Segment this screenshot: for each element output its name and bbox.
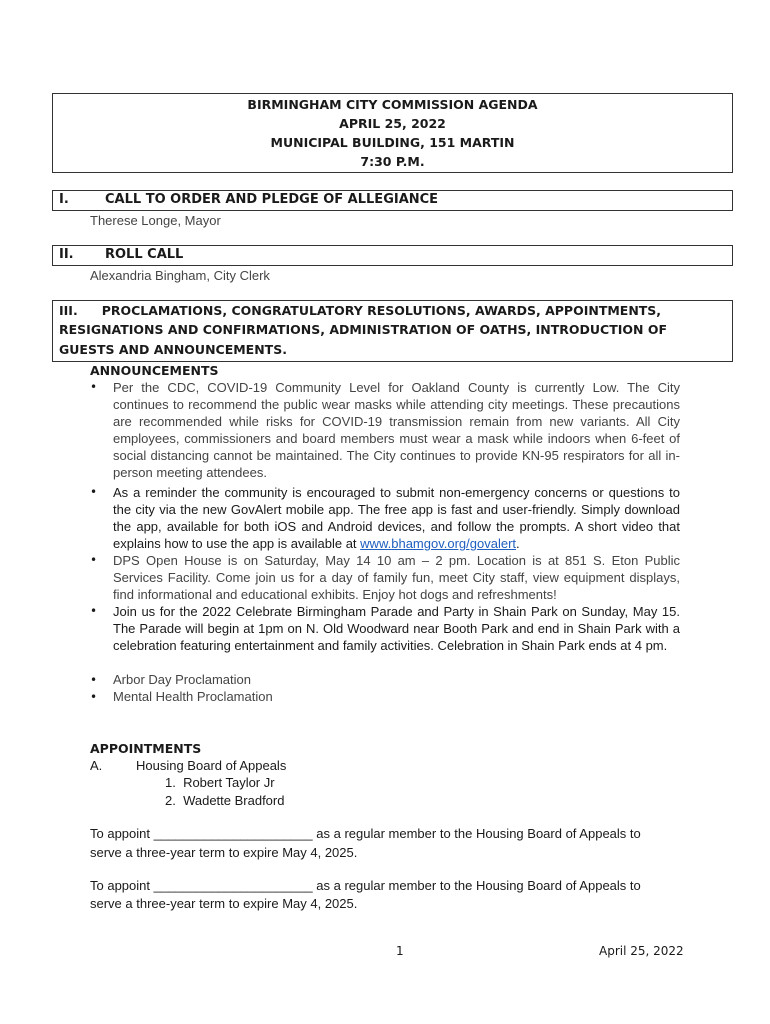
page-number: 1 [396, 944, 404, 958]
section-2-sub: Alexandria Bingham, City Clerk [90, 268, 270, 283]
candidate-1: 1. Robert Taylor Jr [165, 775, 275, 790]
agenda-time: 7:30 P.M. [360, 154, 425, 169]
announcement-govalert: As a reminder the community is encouraged to submit non-emergency concerns or questions to the city via the new GovAlert mobile app. The free app is fast and user-friendly. Simply download the app, available for both iOS and Android devices, and follow the prompts. A short video that explains how to use the app is available at www.bhamgov.org/govalert. [113, 485, 680, 551]
section-3-title-text1: PROCLAMATIONS, CONGRATULATORY RESOLUTIONS, AWARDS, APPOINTMENTS, [101, 303, 662, 318]
appointment-para-2-line2: serve a three-year term to expire May 4, 2025. [90, 896, 358, 911]
bullet-3-marker: • [90, 553, 98, 567]
section-1-box [52, 190, 733, 211]
bullet-4-marker: • [90, 604, 98, 618]
bullet-6-marker: • [90, 690, 98, 704]
bullet-5-marker: • [90, 673, 98, 687]
section-3-box [52, 300, 733, 362]
govalert-link[interactable]: www.bhamgov.org/govalert [360, 536, 517, 551]
footer-date: April 25, 2022 [599, 944, 684, 958]
agenda-header-box [52, 93, 733, 173]
section-3-title-line2: RESIGNATIONS AND CONFIRMATIONS, ADMINISTRATION OF OATHS, INTRODUCTION OF [59, 322, 668, 337]
section-1-number: I. [59, 192, 69, 207]
appointment-para-2-line1: To appoint ______________________ as a regular member to the Housing Board of Appeals to [90, 878, 641, 893]
agenda-location: MUNICIPAL BUILDING, 151 MARTIN [270, 135, 515, 150]
announcement-dps-open-house: DPS Open House is on Saturday, May 14 10 am – 2 pm. Location is at 851 S. Eton Public Services Facility. Come join us for a day of family fun, meet City staff, view equipment displays, find informational and educational exhibits. Enjoy hot dogs and refreshments! [113, 553, 680, 602]
govalert-text: As a reminder the community is encouraged to submit non-emergency concerns or questions to the city via the new GovAlert mobile app. The free app is fast and user-friendly. Simply download the app, available for both iOS and Android devices, and follow the prompts. A short video that explains how to use the app is available at [113, 485, 680, 551]
section-3-title-line3: GUESTS AND ANNOUNCEMENTS. [59, 342, 287, 357]
appointment-letter: A. [90, 758, 103, 773]
section-1-title: CALL TO ORDER AND PLEDGE OF ALLEGIANCE [105, 192, 439, 207]
section-1-sub: Therese Longe, Mayor [90, 213, 221, 228]
agenda-title: BIRMINGHAM CITY COMMISSION AGENDA [247, 97, 538, 112]
announcement-covid: Per the CDC, COVID-19 Community Level for Oakland County is currently Low. The City continues to recommend the public wear masks while attending city meetings. These precautions are recommended while risks for COVID-19 transmission remain from new variants. All City employees, commissioners and board members must wear a mask while indoors when 6-feet of social distancing cannot be maintained. The City continues to provide KN-95 respirators for all in-person meeting attendees. [113, 380, 680, 480]
announcements-heading: ANNOUNCEMENTS [90, 363, 219, 378]
section-3-title-line1 [59, 303, 661, 318]
bullet-1-marker: • [90, 380, 98, 394]
candidate-2: 2. Wadette Bradford [165, 793, 285, 808]
appointment-para-1-line2: serve a three-year term to expire May 4, 2025. [90, 845, 358, 860]
appointment-para-1-line1: To appoint ______________________ as a regular member to the Housing Board of Appeals to [90, 826, 641, 841]
appointments-heading: APPOINTMENTS [90, 741, 202, 756]
section-2-number: II. [59, 247, 74, 262]
announcement-parade: Join us for the 2022 Celebrate Birmingham Parade and Party in Shain Park on Sunday, May 15. The Parade will begin at 1pm on N. Old Woodward near Booth Park and end in Shain Park with a celebration featuring entertainment and family activities. Celebration in Shain Park ends at 4 pm. [113, 604, 680, 653]
appointment-board: Housing Board of Appeals [136, 758, 287, 773]
section-2-box [52, 245, 733, 266]
announcement-mental-health: Mental Health Proclamation [113, 689, 273, 704]
section-2-title: ROLL CALL [105, 247, 184, 262]
bullet-2-marker: • [90, 485, 98, 499]
agenda-date: APRIL 25, 2022 [339, 116, 446, 131]
announcement-arbor-day: Arbor Day Proclamation [113, 672, 251, 687]
section-3-number: III. [59, 303, 78, 318]
